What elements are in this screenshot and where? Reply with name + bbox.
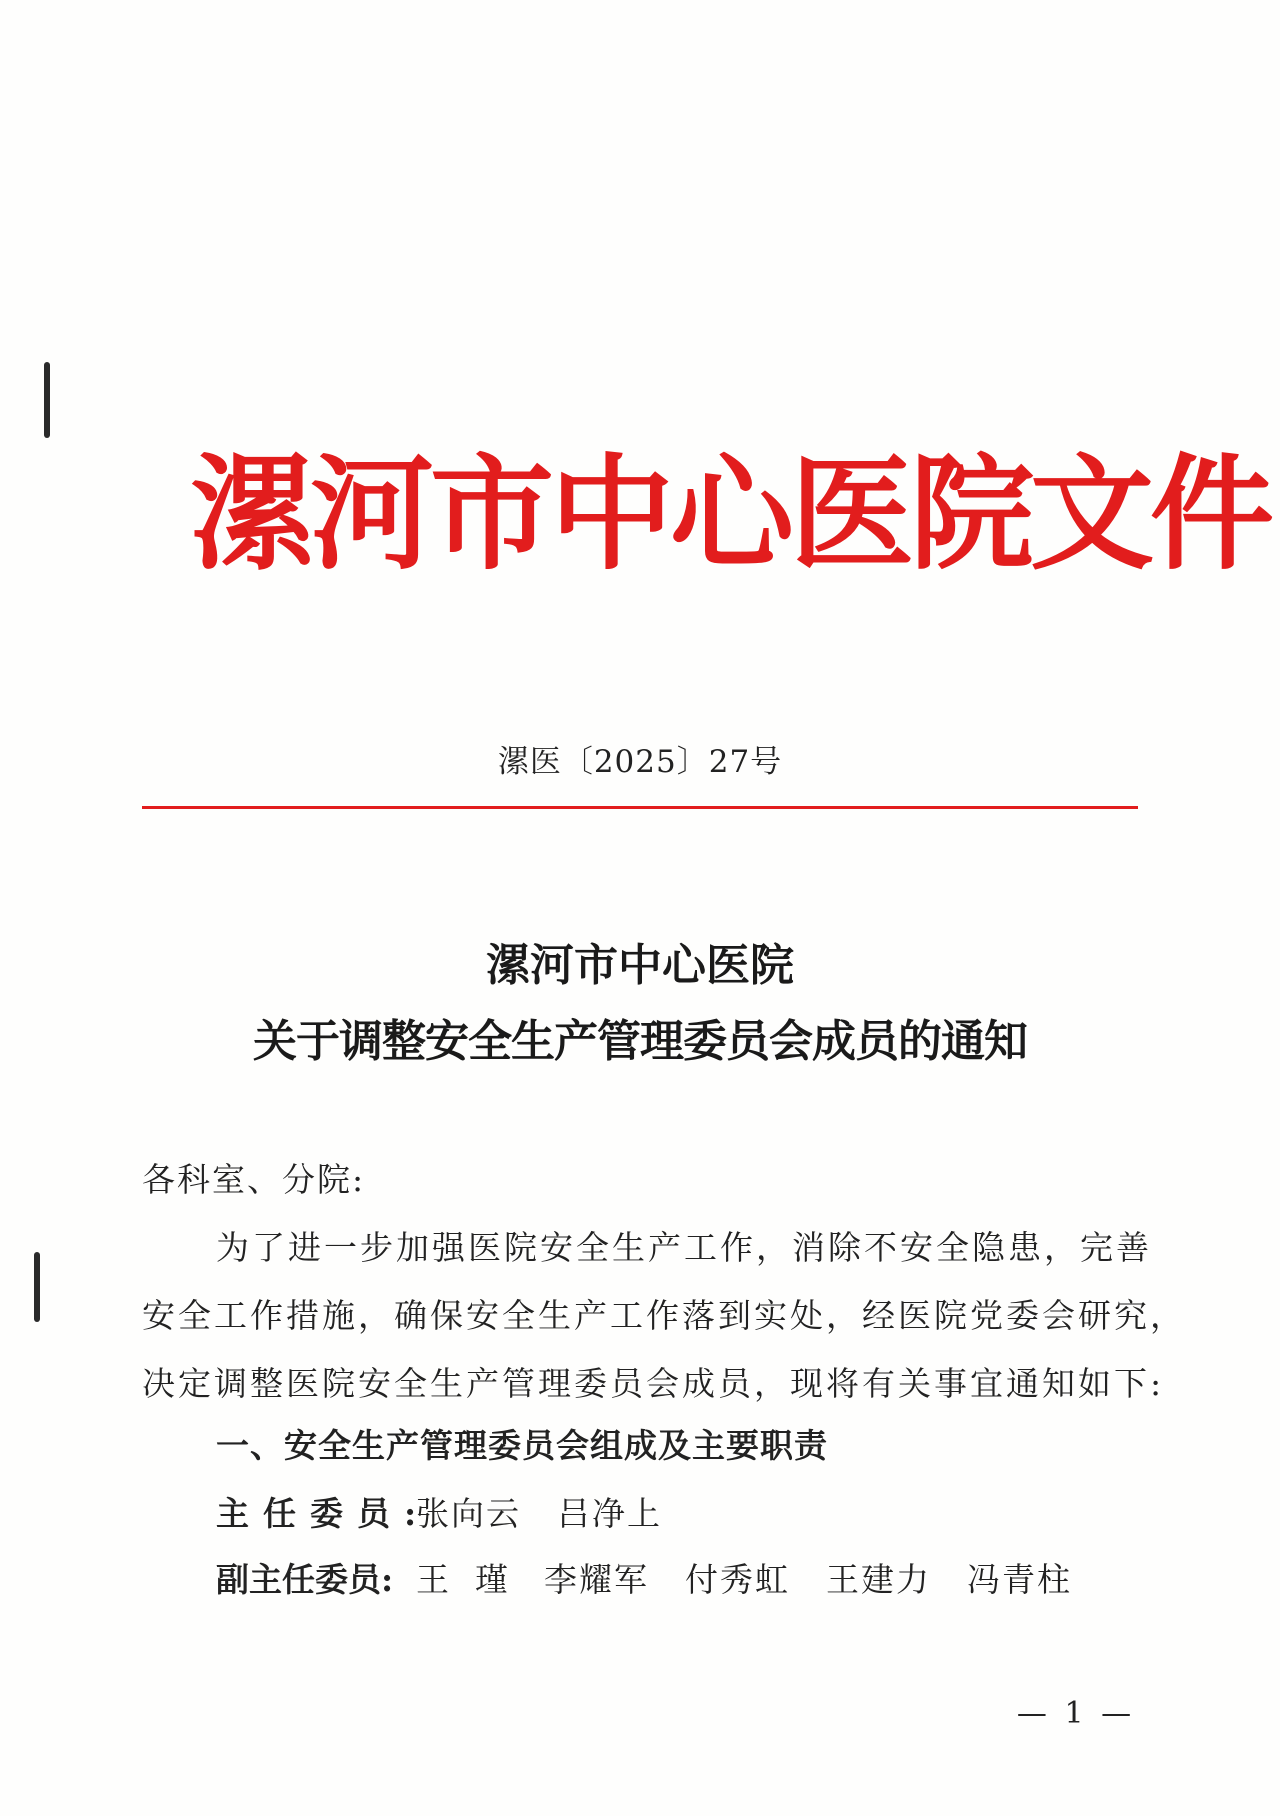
director-member: 张向云: [416, 1494, 521, 1533]
section-heading-1: 一、安全生产管理委员会组成及主要职责: [216, 1426, 828, 1465]
binding-mark-top: [44, 362, 50, 438]
deputy-row: [216, 1558, 1108, 1602]
notice-title-line2: 关于调整安全生产管理委员会成员的通知: [253, 1016, 1027, 1067]
deputy-member: 李耀军: [544, 1560, 649, 1599]
document-header-title: 漯河市中心医院文件: [190, 442, 1271, 587]
paragraph-line-3: 决定调整医院安全生产管理委员会成员，现将有关事宜通知如下:: [142, 1364, 1165, 1403]
director-label: 主任委员:: [216, 1494, 431, 1533]
deputy-member: 付秀虹: [685, 1560, 790, 1599]
document-number: 漯医〔2025〕27号: [497, 744, 783, 780]
header-divider: [142, 806, 1138, 809]
director-member: 吕净上: [557, 1494, 662, 1533]
deputy-member: 王瑾: [416, 1560, 534, 1599]
paragraph-line-2: 安全工作措施，确保安全生产工作落到实处，经医院党委会研究，: [142, 1296, 1186, 1335]
director-row: [216, 1492, 698, 1536]
deputy-label: 副主任委员:: [216, 1560, 394, 1599]
addressee: 各科室、分院:: [142, 1160, 366, 1199]
deputy-member: 冯青柱: [967, 1560, 1072, 1599]
page-number: — 1 —: [1016, 1696, 1136, 1731]
binding-mark-bottom: [34, 1252, 40, 1322]
deputy-member: 王建力: [826, 1560, 931, 1599]
notice-title-line1: 漯河市中心医院: [486, 940, 794, 991]
paragraph-line-1: 为了进一步加强医院安全生产工作，消除不安全隐患，完善: [216, 1228, 1152, 1267]
